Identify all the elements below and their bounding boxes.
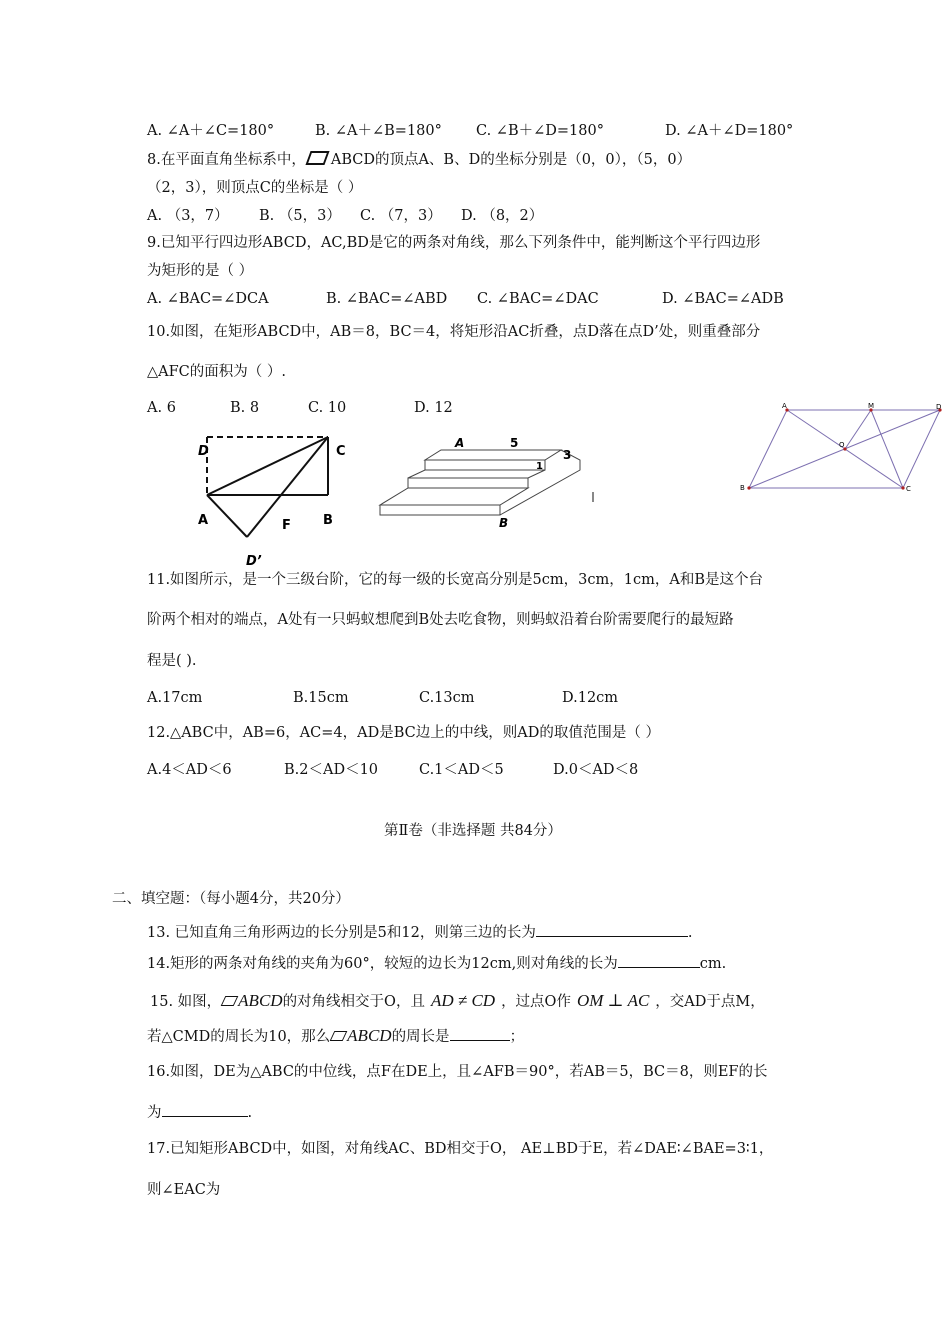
- q16-line2-pre: 为: [147, 1105, 162, 1121]
- stairs-label-3: 3: [563, 448, 572, 462]
- q7-option-a: A. ∠A＋∠C=180°: [147, 123, 275, 139]
- q10-option-a: A. 6: [147, 400, 176, 416]
- part2-title: 第Ⅱ卷（非选择题 共84分）: [384, 823, 562, 839]
- q15-line2: [147, 1026, 524, 1047]
- q11-line3: 程是( ).: [147, 653, 197, 669]
- q9-option-b: B. ∠BAC=∠ABD: [326, 291, 448, 307]
- point-c: [901, 486, 904, 489]
- q11-option-b: B.15cm: [293, 690, 349, 706]
- label-c: C: [336, 444, 346, 459]
- q16-line2: [147, 1102, 252, 1123]
- q11-option-c: C.13cm: [419, 690, 475, 706]
- q13-end: .: [687, 925, 693, 941]
- stairs-label-a: A: [455, 436, 465, 450]
- parallelogram-icon: [221, 996, 239, 1006]
- q14-answer-blank[interactable]: [618, 953, 700, 968]
- q15-mid1: 的对角线相交于O，且: [282, 994, 425, 1010]
- q15-condition: AD ≠ CD: [430, 991, 496, 1010]
- stairs-label-1: 1: [536, 461, 543, 472]
- q15-line2-pre: 若△CMD的周长为10，那么: [147, 1029, 331, 1045]
- q8-option-b: B. （5，3）: [259, 208, 341, 224]
- point-b: [747, 486, 750, 489]
- q11-line2: 阶两个相对的端点，A处有一只蚂蚁想爬到B处去吃食物，则蚂蚁沿着台阶需要爬行的最短路: [147, 612, 734, 628]
- q15-abcd-2: ABCD: [347, 1026, 392, 1045]
- label-f: F: [282, 518, 291, 533]
- q10-option-d: D. 12: [414, 400, 453, 416]
- segment-mc: [871, 410, 903, 488]
- step-top-top: [425, 450, 561, 460]
- label-a: A: [198, 513, 209, 528]
- q14-line: [147, 953, 726, 974]
- step-middle-top: [408, 470, 545, 478]
- q14-end: cm.: [699, 956, 727, 972]
- q15-line1: [150, 991, 765, 1012]
- q12-line1: 12.△ABC中，AB=6，AC=4，AD是BC边上的中线，则AD的取值范围是（ ）: [147, 725, 660, 741]
- q10-option-b: B. 8: [230, 400, 260, 416]
- q13-text: 13. 已知直角三角形两边的长分别是5和12，则第三边的长为: [147, 925, 536, 941]
- q8-line1-post: ABCD的顶点A、B、D的坐标分别是（0，0），（5，0）: [330, 152, 692, 168]
- q12-option-b: B.2＜AD＜10: [284, 762, 379, 778]
- q15-perpendicular: OM ⊥ AC: [576, 991, 650, 1010]
- q8-line1: [147, 150, 691, 170]
- q8-option-d: D. （8，2）: [461, 208, 544, 224]
- q16-line2-end: .: [247, 1105, 253, 1121]
- step-bottom-top: [380, 488, 528, 505]
- step-middle-front: [408, 478, 528, 488]
- q10-option-c: C. 10: [308, 400, 347, 416]
- folded-rectangle-figure: [190, 425, 365, 575]
- fold-edge-ad: [207, 495, 247, 537]
- step-top-front: [425, 460, 545, 470]
- label-b: B: [323, 513, 333, 528]
- q11-line1: 11.如图所示，是一个三级台阶，它的每一级的长宽高分别是5cm，3cm，1cm，A和B是这个台: [147, 572, 763, 588]
- q17-line1: 17.已知矩形ABCD中，如图，对角线AC、BD相交于O， AE⊥BD于E，若∠DAE∶∠BAE=3∶1，: [147, 1141, 774, 1157]
- q9-option-d: D. ∠BAC=∠ADB: [662, 291, 784, 307]
- parallelogram-figure: [735, 400, 947, 498]
- para-label-m: M: [868, 402, 875, 410]
- stairs-label-b: B: [499, 516, 509, 530]
- q15-abcd: ABCD: [238, 991, 283, 1010]
- q9-option-c: C. ∠BAC=∠DAC: [477, 291, 599, 307]
- stairs-label-5: 5: [510, 436, 519, 450]
- q12-option-c: C.1＜AD＜5: [419, 762, 504, 778]
- para-label-o: O: [839, 441, 845, 449]
- q9-line2: 为矩形的是（ ）: [147, 263, 254, 279]
- q12-option-a: A.4＜AD＜6: [147, 762, 232, 778]
- q9-option-a: A. ∠BAC=∠DCA: [147, 291, 269, 307]
- q13-line: [147, 922, 692, 943]
- q10-line1: 10.如图，在矩形ABCD中，AB＝8，BC＝4，将矩形沿AC折叠，点D落在点D’处，则重叠部分: [147, 324, 761, 340]
- para-label-d: D: [936, 403, 942, 411]
- q7-option-d: D. ∠A＋∠D=180°: [665, 123, 794, 139]
- diagonal-ac: [207, 437, 328, 495]
- parallelogram-icon: [305, 151, 329, 165]
- q11-option-a: A.17cm: [147, 690, 203, 706]
- q8-line1-pre: 8.在平面直角坐标系中，: [147, 152, 306, 168]
- q13-answer-blank[interactable]: [536, 922, 688, 937]
- label-d: D: [198, 444, 209, 459]
- label-d-prime: D’: [246, 554, 262, 569]
- para-label-a: A: [782, 402, 787, 410]
- parallelogram-icon: [330, 1031, 348, 1041]
- q15-line2-end: ；: [509, 1029, 525, 1045]
- stairs-figure: [375, 430, 605, 535]
- q11-option-d: D.12cm: [562, 690, 619, 706]
- q8-option-a: A. （3，7）: [147, 208, 229, 224]
- q16-answer-blank[interactable]: [162, 1102, 248, 1117]
- q15-answer-blank[interactable]: [450, 1026, 510, 1041]
- para-label-b: B: [740, 484, 745, 492]
- q8-line2: （2，3），则顶点C的坐标是（ ）: [147, 180, 363, 196]
- q7-option-b: B. ∠A＋∠B=180°: [315, 123, 442, 139]
- q15-post: ，交AD于点M，: [655, 994, 765, 1010]
- q8-option-c: C. （7，3）: [360, 208, 442, 224]
- step-bottom-front: [380, 505, 500, 515]
- section2-heading: 二、填空题：（每小题4分，共20分）: [112, 891, 350, 907]
- para-label-c: C: [906, 485, 911, 493]
- q10-line2: △AFC的面积为（ ）.: [147, 364, 286, 380]
- q14-text: 14.矩形的两条对角线的夹角为60°，较短的边长为12cm,则对角线的长为: [147, 956, 618, 972]
- q15-pre: 15. 如图，: [150, 994, 222, 1010]
- q15-mid2: ，过点O作: [501, 994, 571, 1010]
- q15-line2-post: 的周长是: [391, 1029, 450, 1045]
- q7-option-c: C. ∠B＋∠D=180°: [476, 123, 604, 139]
- q12-option-d: D.0＜AD＜8: [553, 762, 639, 778]
- q17-line2: 则∠EAC为: [147, 1182, 221, 1198]
- q16-line1: 16.如图，DE为△ABC的中位线，点F在DE上，且∠AFB＝90°，若AB＝5，BC＝8，则EF的长: [147, 1064, 768, 1080]
- q9-line1: 9.已知平行四边形ABCD，AC,BD是它的两条对角线，那么下列条件中，能判断这个平行四边形: [147, 235, 761, 251]
